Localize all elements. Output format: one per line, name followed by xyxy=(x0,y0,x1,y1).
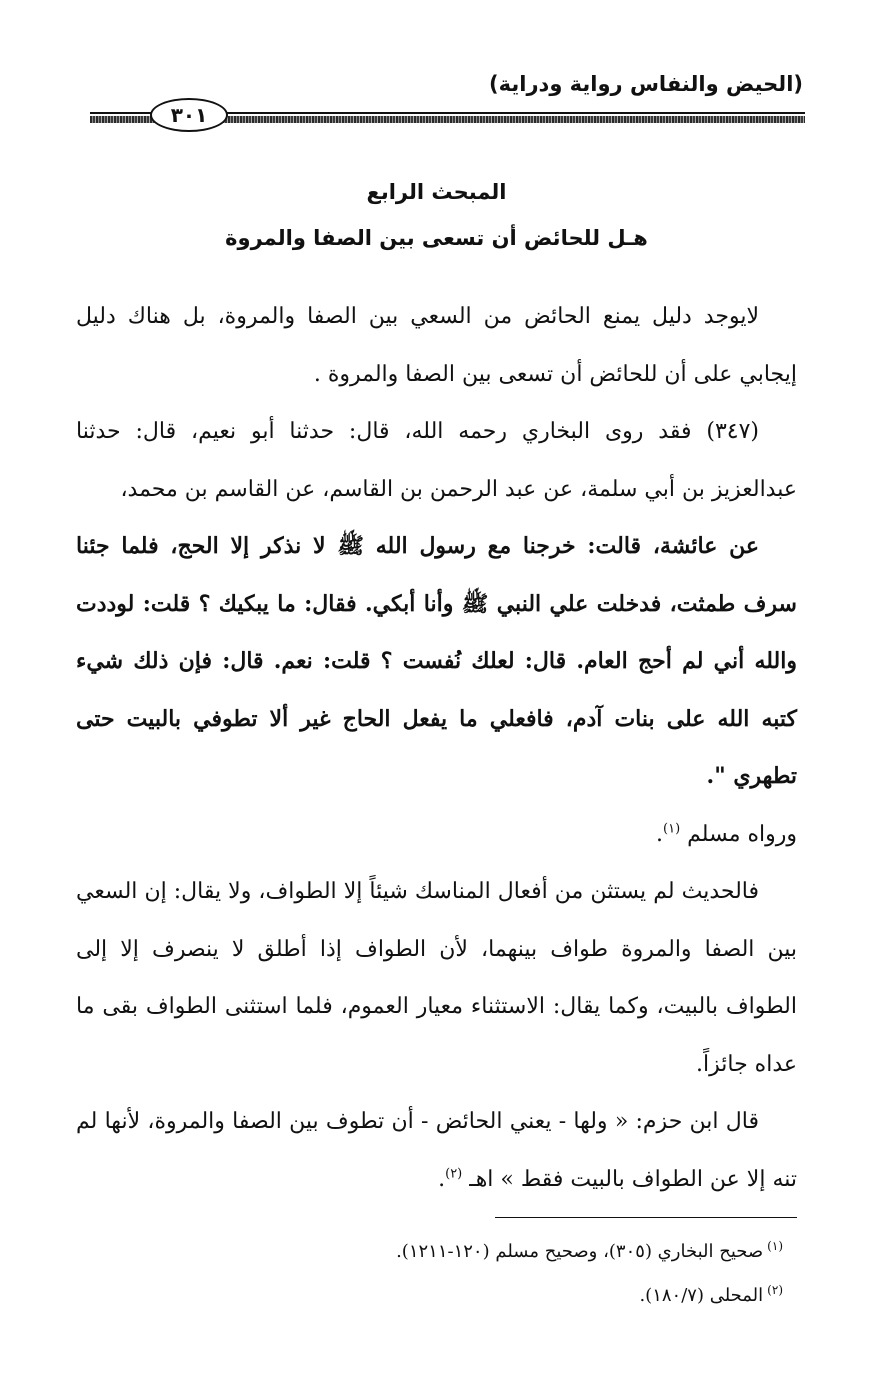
footnote-1-text: صحيح البخاري (٣٠٥)، وصحيح مسلم (١٢٠-١٢١١). xyxy=(396,1241,764,1262)
paragraph-intro: لايوجد دليل يمنع الحائض من السعي بين الصفا والمروة، بل هناك دليل إيجابي على أن للحائض أن تسعى بين الصفا والمروة . xyxy=(76,304,797,387)
footnote-ref-1: (١) xyxy=(663,821,681,837)
muslim-reference-text: ورواه مسلم xyxy=(687,821,797,847)
footnote-separator xyxy=(495,1217,797,1218)
paragraph-hadith-chain: (٣٤٧) فقد روى البخاري رحمه الله، قال: حدثنا أبو نعيم، قال: حدثنا عبدالعزيز بن أبي سلمة، عن عبد الرحمن بن القاسم، عن القاسم بن محمد، xyxy=(76,419,797,502)
paragraph-explanation: فالحديث لم يستثن من أفعال المناسك شيئاً إلا الطواف، ولا يقال: إن السعي بين الصفا والمروة طواف بينهما، لأن الطواف إذا أطلق لا ينصرف إلا إلى الطواف بالبيت، وكما يقال: الاستثناء معيار العموم، فلما استثنى الطواف بقى ما عداه جائزاً. xyxy=(76,879,797,1077)
footnote-2-text: المحلى (١٨٠/٧). xyxy=(639,1285,764,1306)
running-header-title: (الحيض والنفاس رواية ودراية) xyxy=(489,72,803,96)
footnote-1-mark: (١) xyxy=(767,1239,783,1253)
muslim-reference-end: . xyxy=(656,821,664,847)
section-subheading: هـل للحائض أن تسعى بين الصفا والمروة xyxy=(225,226,648,250)
page-number: ٣٠١ xyxy=(150,98,228,132)
section-heading: المبحث الرابع xyxy=(366,180,507,204)
footnote-2-mark: (٢) xyxy=(767,1283,783,1297)
body-text xyxy=(76,288,797,1208)
paragraph-muslim-reference xyxy=(76,806,797,864)
footnote-2 xyxy=(76,1274,783,1318)
footnote-ref-2: (٢) xyxy=(445,1166,463,1182)
ibn-hazm-text: قال ابن حزم: « ولها - يعني الحائض - أن تطوف بين الصفا والمروة، لأنها لم تنه إلا عن الطواف بالبيت فقط » اهـ xyxy=(76,1109,797,1192)
footnotes xyxy=(76,1230,783,1318)
ibn-hazm-end: . xyxy=(438,1166,446,1192)
paragraph-ibn-hazm xyxy=(76,1093,797,1208)
paragraph-hadith-text: عن عائشة، قالت: خرجنا مع رسول الله ﷺ لا نذكر إلا الحج، فلما جئنا سرف طمثت، فدخلت علي النبي ﷺ وأنا أبكي. فقال: ما يبكيك ؟ قلت: لوددت والله أني لم أحج العام. قال: لعلك نُفست ؟ قلت: نعم. قال: فإن ذلك شيء كتبه الله على بنات آدم، فافعلي ما يفعل الحاج غير ألا تطوفي بالبيت حتى تطهري ". xyxy=(76,533,797,789)
footnote-1 xyxy=(76,1230,783,1274)
